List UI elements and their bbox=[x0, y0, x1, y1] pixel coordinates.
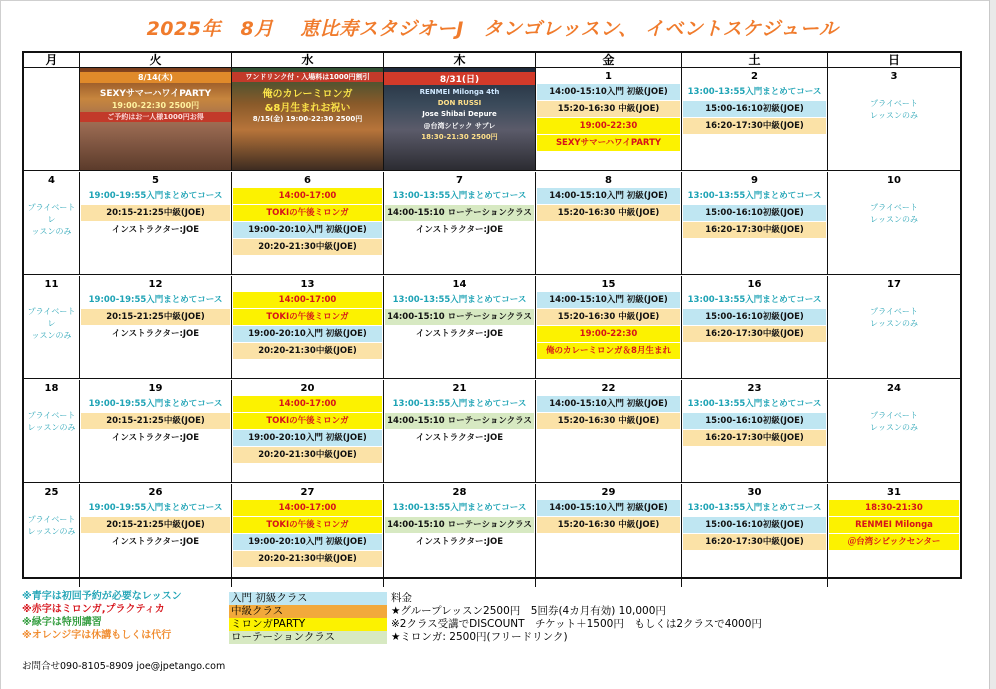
day-number: 8 bbox=[605, 175, 612, 186]
schedule-event[interactable]: 14:00-17:00 bbox=[233, 396, 382, 412]
schedule-event[interactable]: 20:20-21:30中級(JOE) bbox=[233, 551, 382, 567]
poster-text: 俺のカレーミロンガ bbox=[262, 89, 353, 100]
day-number: 12 bbox=[148, 279, 163, 290]
legend-class-beginner: 入門 初級クラス bbox=[229, 592, 387, 605]
schedule-event[interactable]: 15:00-16:10初級(JOE) bbox=[683, 413, 826, 429]
schedule-event[interactable]: 15:20-16:30 中級(JOE) bbox=[537, 205, 680, 221]
poster-text: SEXYサマーハワイPARTY bbox=[99, 89, 212, 99]
private-lesson-text: レッスンのみ bbox=[27, 423, 76, 432]
day-number: 7 bbox=[456, 175, 463, 186]
schedule-event[interactable]: 14:00-15:10入門 初級(JOE) bbox=[537, 500, 680, 516]
schedule-event[interactable]: 13:00-13:55入門まとめてコース bbox=[392, 191, 527, 201]
schedule-event[interactable]: インストラクター:JOE bbox=[111, 433, 200, 443]
day-cell-thu[interactable] bbox=[384, 172, 536, 274]
schedule-event[interactable]: 20:20-21:30中級(JOE) bbox=[233, 239, 382, 255]
day-cell-sun[interactable] bbox=[828, 68, 960, 170]
window-top-edge bbox=[0, 0, 996, 1]
private-lesson-text: プライベート bbox=[870, 307, 918, 316]
calendar-grid bbox=[22, 51, 962, 579]
day-cell-mon[interactable] bbox=[24, 276, 80, 378]
day-cell-wed[interactable] bbox=[232, 276, 384, 378]
day-cell-sun[interactable] bbox=[828, 276, 960, 378]
day-cell-fri[interactable] bbox=[536, 276, 682, 378]
schedule-event[interactable]: 14:00-17:00 bbox=[233, 188, 382, 204]
poster-text: &8月生まれお祝い bbox=[264, 103, 351, 114]
day-of-week-label: 金 bbox=[536, 53, 682, 67]
day-number: 23 bbox=[747, 383, 762, 394]
day-number: 11 bbox=[44, 279, 59, 290]
poster-text: 8/14(木) bbox=[80, 72, 231, 83]
day-number: 28 bbox=[452, 487, 467, 498]
day-cell-fri[interactable] bbox=[536, 172, 682, 274]
schedule-event[interactable]: 19:00-19:55入門まとめてコース bbox=[88, 399, 223, 409]
schedule-event[interactable]: 俺のカレーミロンガ＆8月生まれ bbox=[537, 343, 680, 359]
day-cell-thu[interactable] bbox=[384, 68, 536, 170]
schedule-event[interactable]: 14:00-15:10 ローテーションクラス bbox=[385, 413, 534, 429]
legend-note: ※オレンジ字は休講もしくは代行 bbox=[22, 630, 172, 641]
private-lesson-text: レッスンのみ bbox=[870, 111, 918, 120]
day-number: 3 bbox=[890, 71, 898, 82]
schedule-event[interactable]: 19:00-22:30 bbox=[537, 118, 680, 134]
schedule-event[interactable]: 16:20-17:30中級(JOE) bbox=[683, 534, 826, 550]
vertical-scrollbar[interactable] bbox=[989, 0, 996, 689]
poster-text: 18:30-21:30 2500円 bbox=[421, 133, 498, 141]
schedule-event[interactable]: 15:00-16:10初級(JOE) bbox=[683, 309, 826, 325]
day-number: 31 bbox=[887, 487, 901, 498]
schedule-event[interactable]: インストラクター:JOE bbox=[111, 225, 200, 235]
schedule-event[interactable]: 15:00-16:10初級(JOE) bbox=[683, 205, 826, 221]
day-number: 17 bbox=[887, 279, 901, 290]
schedule-event[interactable]: TOKIの午後ミロンガ bbox=[233, 309, 382, 325]
schedule-event[interactable]: 19:00-20:10入門 初級(JOE) bbox=[233, 430, 382, 446]
event-poster-image[interactable] bbox=[232, 68, 383, 170]
day-of-week-label: 土 bbox=[682, 53, 828, 67]
day-cell-sun[interactable] bbox=[828, 380, 960, 482]
day-number: 14 bbox=[452, 279, 467, 290]
event-poster-image[interactable] bbox=[384, 68, 535, 170]
day-of-week-header bbox=[24, 53, 960, 68]
schedule-event[interactable]: 15:20-16:30 中級(JOE) bbox=[537, 517, 680, 533]
day-number: 9 bbox=[751, 175, 758, 186]
schedule-event[interactable]: 18:30-21:30 bbox=[829, 500, 959, 516]
legend-class-rotation: ローテーションクラス bbox=[229, 631, 387, 644]
day-number: 30 bbox=[747, 487, 762, 498]
schedule-event[interactable]: 19:00-20:10入門 初級(JOE) bbox=[233, 326, 382, 342]
legend-class-milonga: ミロンガPARTY bbox=[229, 618, 387, 631]
page-title: 2025年 8月 恵比寿スタジオーJ タンゴレッスン、 イベントスケジュール bbox=[146, 18, 839, 40]
schedule-event[interactable]: 14:00-17:00 bbox=[233, 500, 382, 516]
day-number: 16 bbox=[747, 279, 762, 290]
day-cell-sat[interactable] bbox=[682, 172, 828, 274]
private-lesson-note bbox=[828, 306, 960, 330]
day-cell-sat[interactable] bbox=[682, 68, 828, 170]
day-number: 22 bbox=[601, 383, 616, 394]
schedule-event[interactable]: 19:00-20:10入門 初級(JOE) bbox=[233, 534, 382, 550]
day-cell-thu[interactable] bbox=[384, 380, 536, 482]
day-number: 21 bbox=[452, 383, 467, 394]
calendar-week bbox=[24, 68, 960, 171]
private-lesson-text: プライベートレ bbox=[27, 203, 76, 224]
calendar-week bbox=[24, 484, 960, 587]
schedule-event[interactable]: 20:15-21:25中級(JOE) bbox=[81, 309, 230, 325]
schedule-event[interactable]: インストラクター:JOE bbox=[111, 329, 200, 339]
schedule-event[interactable]: 14:00-15:10入門 初級(JOE) bbox=[537, 396, 680, 412]
day-cell-mon[interactable] bbox=[24, 68, 80, 170]
schedule-event[interactable]: 20:15-21:25中級(JOE) bbox=[81, 413, 230, 429]
schedule-event[interactable]: 20:20-21:30中級(JOE) bbox=[233, 447, 382, 463]
schedule-event[interactable]: ＠台湾シビックセンター bbox=[829, 534, 959, 550]
schedule-event[interactable]: 13:00-13:55入門まとめてコース bbox=[392, 295, 527, 305]
day-cell-wed[interactable] bbox=[232, 484, 384, 587]
schedule-event[interactable]: TOKIの午後ミロンガ bbox=[233, 517, 382, 533]
day-cell-wed[interactable] bbox=[232, 380, 384, 482]
legend bbox=[22, 590, 982, 650]
schedule-event[interactable]: 14:00-15:10入門 初級(JOE) bbox=[537, 84, 680, 100]
poster-text: @台湾シビック サブレ bbox=[423, 122, 496, 130]
day-number: 6 bbox=[304, 175, 311, 186]
day-cell-mon[interactable] bbox=[24, 380, 80, 482]
schedule-event[interactable]: 20:15-21:25中級(JOE) bbox=[81, 205, 230, 221]
day-cell-fri[interactable] bbox=[536, 68, 682, 170]
day-number: 2 bbox=[751, 71, 758, 82]
schedule-event[interactable]: 20:15-21:25中級(JOE) bbox=[81, 517, 230, 533]
schedule-event[interactable]: 16:20-17:30中級(JOE) bbox=[683, 222, 826, 238]
schedule-event[interactable]: インストラクター:JOE bbox=[415, 537, 504, 547]
fee-line: ※2クラス受講でDISCOUNT チケット＋1500円 もしくは2クラスで4000円 bbox=[391, 618, 762, 630]
private-lesson-note bbox=[24, 306, 79, 342]
day-cell-sat[interactable] bbox=[682, 380, 828, 482]
calendar-week bbox=[24, 276, 960, 379]
schedule-event[interactable]: 14:00-15:10 ローテーションクラス bbox=[385, 205, 534, 221]
private-lesson-text: プライベート bbox=[27, 515, 76, 524]
schedule-event[interactable]: RENMEI Milonga bbox=[829, 517, 959, 533]
schedule-event[interactable]: 16:20-17:30中級(JOE) bbox=[683, 430, 826, 446]
day-cell-tue[interactable] bbox=[80, 172, 232, 274]
schedule-event[interactable]: インストラクター:JOE bbox=[415, 433, 504, 443]
fee-line: ★ミロンガ: 2500円(フリードリンク) bbox=[391, 631, 568, 643]
private-lesson-note bbox=[24, 202, 79, 238]
legend-class-intermediate: 中級クラス bbox=[229, 605, 387, 618]
day-cell-tue[interactable] bbox=[80, 276, 232, 378]
day-number: 20 bbox=[300, 383, 315, 394]
poster-text: 8/31(日) bbox=[384, 72, 535, 85]
private-lesson-text: プライベートレ bbox=[27, 307, 76, 328]
schedule-event[interactable]: 13:00-13:55入門まとめてコース bbox=[687, 295, 822, 305]
schedule-event[interactable]: 14:00-17:00 bbox=[233, 292, 382, 308]
day-cell-sat[interactable] bbox=[682, 276, 828, 378]
calendar-week bbox=[24, 380, 960, 483]
schedule-event[interactable]: 15:00-16:10初級(JOE) bbox=[683, 101, 826, 117]
day-cell-mon[interactable] bbox=[24, 172, 80, 274]
day-cell-mon[interactable] bbox=[24, 484, 80, 587]
schedule-event[interactable]: 13:00-13:55入門まとめてコース bbox=[687, 87, 822, 97]
day-of-week-label: 月 bbox=[24, 53, 80, 67]
private-lesson-note bbox=[828, 98, 960, 122]
private-lesson-text: レッスンのみ bbox=[870, 423, 918, 432]
schedule-event[interactable]: 16:20-17:30中級(JOE) bbox=[683, 326, 826, 342]
day-number: 25 bbox=[44, 487, 59, 498]
event-poster-image[interactable] bbox=[80, 68, 231, 170]
schedule-event[interactable]: 19:00-19:55入門まとめてコース bbox=[88, 191, 223, 201]
poster-text: 8/15(金) 19:00-22:30 2500円 bbox=[252, 115, 363, 123]
schedule-event[interactable]: TOKIの午後ミロンガ bbox=[233, 413, 382, 429]
schedule-event[interactable]: インストラクター:JOE bbox=[415, 225, 504, 235]
day-cell-fri[interactable] bbox=[536, 380, 682, 482]
schedule-event[interactable]: 14:00-15:10 ローテーションクラス bbox=[385, 517, 534, 533]
day-number: 1 bbox=[605, 71, 612, 82]
day-number: 15 bbox=[601, 279, 616, 290]
schedule-event[interactable]: 20:20-21:30中級(JOE) bbox=[233, 343, 382, 359]
private-lesson-text: レッスンのみ bbox=[870, 215, 918, 224]
schedule-event[interactable]: 14:00-15:10入門 初級(JOE) bbox=[537, 292, 680, 308]
schedule-event[interactable]: 15:20-16:30 中級(JOE) bbox=[537, 413, 680, 429]
poster-text: DON RUSSI bbox=[437, 99, 482, 107]
day-number: 29 bbox=[601, 487, 616, 498]
schedule-event[interactable]: 13:00-13:55入門まとめてコース bbox=[687, 503, 822, 513]
day-cell-sat[interactable] bbox=[682, 484, 828, 587]
schedule-event[interactable]: 19:00-20:10入門 初級(JOE) bbox=[233, 222, 382, 238]
schedule-event[interactable]: 15:20-16:30 中級(JOE) bbox=[537, 309, 680, 325]
schedule-event[interactable]: 14:00-15:10入門 初級(JOE) bbox=[537, 188, 680, 204]
private-lesson-text: プライベート bbox=[870, 99, 918, 108]
fees-title: 料金 bbox=[391, 592, 412, 604]
day-number: 13 bbox=[300, 279, 315, 290]
day-of-week-label: 水 bbox=[232, 53, 384, 67]
day-cell-thu[interactable] bbox=[384, 276, 536, 378]
day-number: 24 bbox=[887, 383, 901, 394]
private-lesson-text: ッスンのみ bbox=[31, 331, 72, 340]
day-cell-wed[interactable] bbox=[232, 172, 384, 274]
day-number: 10 bbox=[887, 175, 901, 186]
day-of-week-label: 木 bbox=[384, 53, 536, 67]
schedule-event[interactable]: SEXYサマーハワイPARTY bbox=[537, 135, 680, 151]
day-number: 26 bbox=[148, 487, 163, 498]
private-lesson-text: プライベート bbox=[27, 411, 76, 420]
poster-text: Jose Shibai Depure bbox=[422, 110, 497, 118]
legend-note: ※赤字はミロンガ,プラクティカ bbox=[22, 604, 165, 615]
schedule-event[interactable]: 19:00-19:55入門まとめてコース bbox=[88, 295, 223, 305]
schedule-event[interactable]: インストラクター:JOE bbox=[415, 329, 504, 339]
poster-text: ご予約はお一人様1000円お得 bbox=[80, 112, 231, 122]
window-left-edge bbox=[0, 0, 1, 689]
poster-text: ワンドリンク付・入場料は1000円割引 bbox=[232, 72, 383, 82]
schedule-event[interactable]: 13:00-13:55入門まとめてコース bbox=[687, 399, 822, 409]
schedule-event[interactable]: 19:00-19:55入門まとめてコース bbox=[88, 503, 223, 513]
day-cell-wed[interactable] bbox=[232, 68, 384, 170]
contact-info[interactable]: お問合せ090-8105-8909 joe@jpetango.com bbox=[22, 661, 226, 672]
legend-note: ※青字は初回予約が必要なレッスン bbox=[22, 591, 182, 602]
day-cell-fri[interactable] bbox=[536, 484, 682, 587]
day-number: 5 bbox=[152, 175, 159, 186]
private-lesson-text: プライベート bbox=[870, 411, 918, 420]
poster-text: 19:00-22:30 2500円 bbox=[111, 101, 200, 110]
schedule-event[interactable]: 15:20-16:30 中級(JOE) bbox=[537, 101, 680, 117]
day-cell-tue[interactable] bbox=[80, 484, 232, 587]
private-lesson-note bbox=[24, 514, 79, 538]
schedule-event[interactable]: 13:00-13:55入門まとめてコース bbox=[392, 503, 527, 513]
schedule-event[interactable]: インストラクター:JOE bbox=[111, 537, 200, 547]
day-of-week-label: 日 bbox=[887, 53, 900, 67]
private-lesson-text: レッスンのみ bbox=[870, 319, 918, 328]
schedule-event[interactable]: 19:00-22:30 bbox=[537, 326, 680, 342]
poster-text: RENMEI Milonga 4th bbox=[419, 88, 500, 96]
day-cell-tue[interactable] bbox=[80, 380, 232, 482]
schedule-event[interactable]: TOKIの午後ミロンガ bbox=[233, 205, 382, 221]
day-number: 4 bbox=[48, 175, 55, 186]
schedule-event[interactable]: 13:00-13:55入門まとめてコース bbox=[687, 191, 822, 201]
legend-note: ※緑字は特別講習 bbox=[22, 617, 102, 628]
day-cell-sun[interactable] bbox=[828, 484, 960, 587]
private-lesson-note bbox=[828, 410, 960, 434]
fee-line: ★グループレッスン2500円 5回券(4カ月有効) 10,000円 bbox=[391, 605, 666, 617]
private-lesson-text: レッスンのみ bbox=[27, 527, 76, 536]
schedule-event[interactable]: 15:00-16:10初級(JOE) bbox=[683, 517, 826, 533]
private-lesson-note bbox=[828, 202, 960, 226]
day-number: 27 bbox=[300, 487, 315, 498]
day-number: 18 bbox=[44, 383, 59, 394]
schedule-event[interactable]: 14:00-15:10 ローテーションクラス bbox=[385, 309, 534, 325]
day-of-week-label: 火 bbox=[80, 53, 232, 67]
day-number: 19 bbox=[148, 383, 163, 394]
private-lesson-text: プライベート bbox=[870, 203, 918, 212]
schedule-event[interactable]: 13:00-13:55入門まとめてコース bbox=[392, 399, 527, 409]
schedule-event[interactable]: 16:20-17:30中級(JOE) bbox=[683, 118, 826, 134]
day-cell-thu[interactable] bbox=[384, 484, 536, 587]
day-cell-sun[interactable] bbox=[828, 172, 960, 274]
day-cell-tue[interactable] bbox=[80, 68, 232, 170]
calendar-week bbox=[24, 172, 960, 275]
private-lesson-note bbox=[24, 410, 79, 434]
private-lesson-text: ッスンのみ bbox=[31, 227, 72, 236]
